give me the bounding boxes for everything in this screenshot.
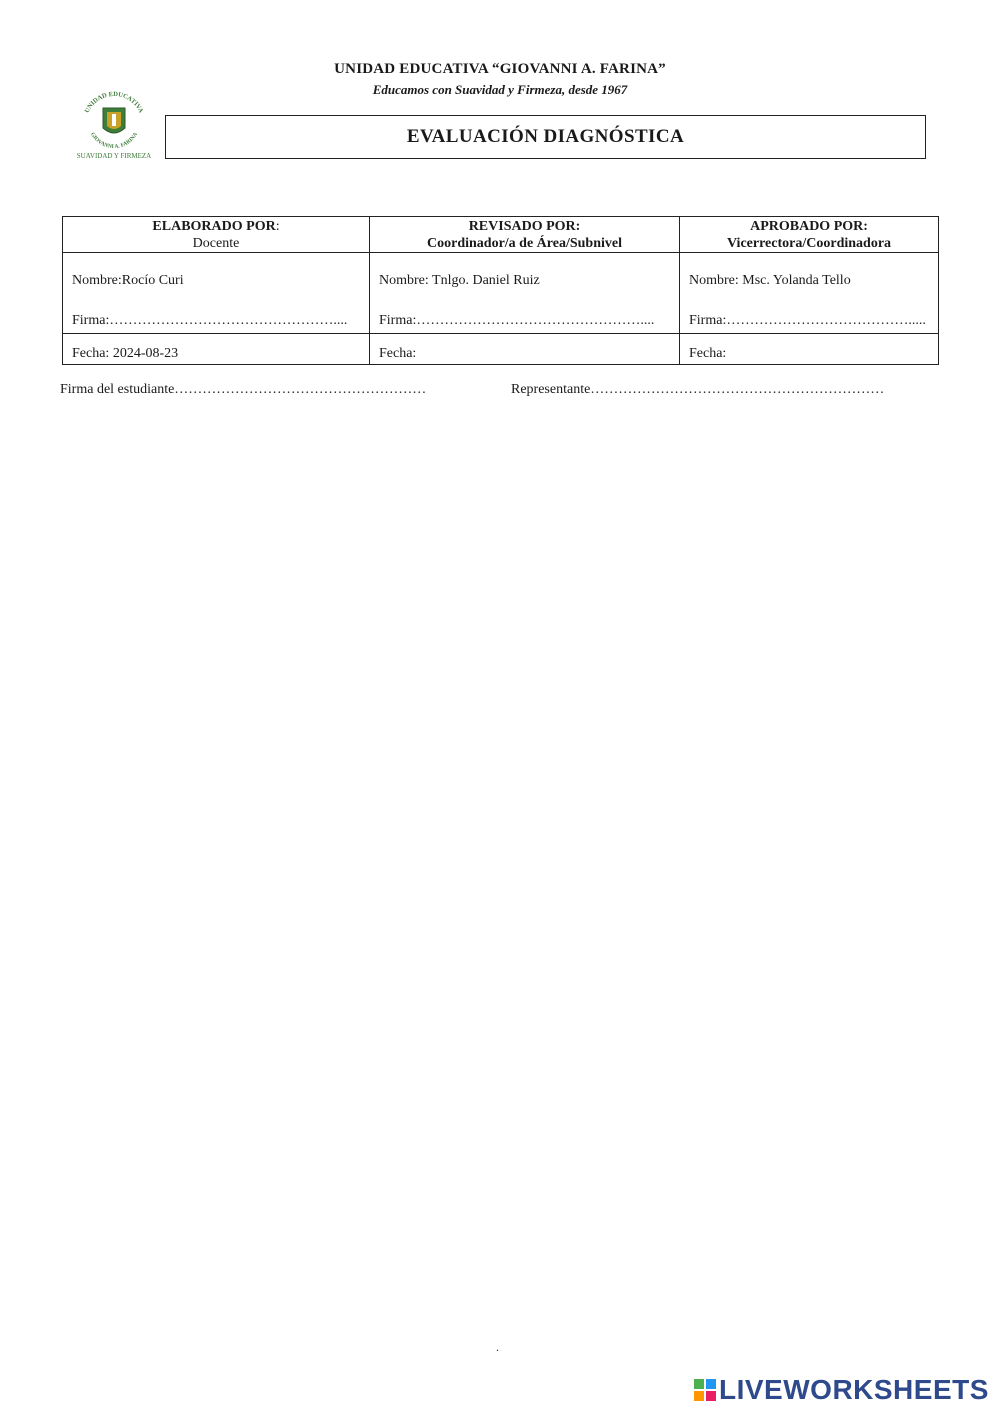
svg-text:UNIDAD EDUCATIVA: UNIDAD EDUCATIVA: [83, 90, 145, 115]
approval-header-row: [63, 217, 939, 253]
aprobado-role: Vicerrectora/Coordinadora: [726, 236, 892, 251]
aprobado-header: [680, 217, 939, 253]
approval-table: [62, 216, 939, 365]
aprobado-details: [680, 253, 939, 334]
elaborado-heading: ELABORADO POR: [152, 219, 276, 234]
liveworksheets-wordmark: LIVEWORKSHEETS: [719, 1374, 989, 1405]
revisado-role: Coordinador/a de Área/Subnivel: [427, 236, 622, 251]
document-title-box: [165, 115, 926, 159]
svg-text:SUAVIDAD Y FIRMEZA: SUAVIDAD Y FIRMEZA: [76, 152, 152, 160]
aprobado-name: Nombre: Msc. Yolanda Tello: [689, 273, 851, 288]
aprobado-heading: APROBADO POR:: [750, 219, 868, 234]
elaborado-details: [63, 253, 370, 334]
revisado-firma: Firma:…………………………………………....: [379, 313, 655, 328]
revisado-header: [370, 217, 680, 253]
approval-name-row: [63, 253, 939, 334]
elaborado-fecha: Fecha: 2024-08-23: [72, 346, 179, 361]
liveworksheets-logo-icon: [694, 1379, 716, 1401]
revisado-details: [370, 253, 680, 334]
revisado-date-cell: [370, 334, 680, 365]
liveworksheets-brand: [694, 1375, 989, 1405]
aprobado-date-cell: [680, 334, 939, 365]
elaborado-firma: Firma:…………………………………………....: [72, 313, 348, 328]
school-name: UNIDAD EDUCATIVA “GIOVANNI A. FARINA”: [334, 61, 666, 77]
revisado-heading: REVISADO POR:: [468, 219, 581, 234]
page-dot: .: [496, 1340, 499, 1354]
elaborado-date-cell: [63, 334, 370, 365]
aprobado-firma: Firma:………………………………….....: [689, 313, 926, 328]
revisado-name: Nombre: Tnlgo. Daniel Ruiz: [379, 273, 540, 288]
elaborado-role: Docente: [192, 236, 240, 251]
elaborado-header: [63, 217, 370, 253]
school-logo: [66, 84, 162, 164]
student-signature-line: Firma del estudiante………………………………………………: [60, 382, 427, 397]
elaborado-name: Nombre:Rocío Curi: [72, 273, 184, 288]
document-title: EVALUACIÓN DIAGNÓSTICA: [406, 126, 685, 147]
approval-date-row: [63, 334, 939, 365]
elaborado-heading-colon: :: [275, 219, 280, 234]
svg-text:GIOVANNI A. FARINA: GIOVANNI A. FARINA: [89, 131, 139, 151]
revisado-fecha: Fecha:: [379, 346, 417, 361]
representative-signature-line: Representante………………………………………………………: [511, 382, 885, 397]
school-motto: Educamos con Suavidad y Firmeza, desde 1967: [372, 82, 628, 97]
aprobado-fecha: Fecha:: [689, 346, 727, 361]
